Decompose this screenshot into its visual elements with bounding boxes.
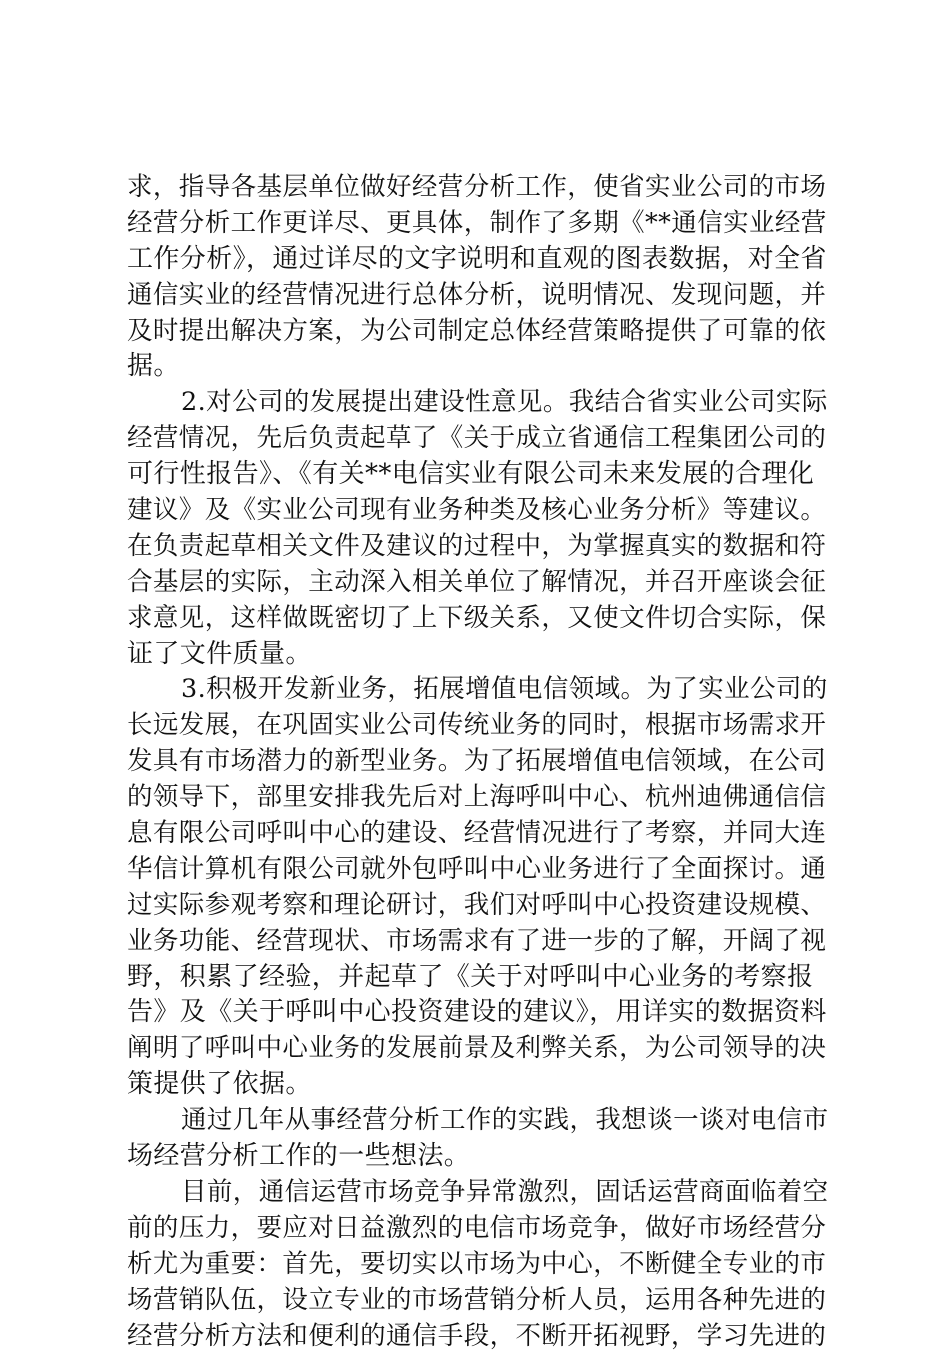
text-line: 场经营分析工作的一些想法。 <box>127 1139 832 1175</box>
text-line: 可行性报告》、《有关**电信实业有限公司未来发展的合理化 <box>127 457 832 493</box>
text-line: 在负责起草相关文件及建议的过程中，为掌握真实的数据和符 <box>127 529 832 565</box>
text-line: 发具有市场潜力的新型业务。为了拓展增值电信领域，在公司 <box>127 744 832 780</box>
text-line: 业务功能、经营现状、市场需求有了进一步的了解，开阔了视 <box>127 924 832 960</box>
text-line: 证了文件质量。 <box>127 637 832 673</box>
text-line: 经营分析工作更详尽、更具体，制作了多期《**通信实业经营 <box>127 206 832 242</box>
text-line: 经营情况，先后负责起草了《关于成立省通信工程集团公司的 <box>127 421 832 457</box>
text-line: 3.积极开发新业务，拓展增值电信领域。为了实业公司的 <box>127 672 832 708</box>
text-line: 华信计算机有限公司就外包呼叫中心业务进行了全面探讨。通 <box>127 852 832 888</box>
body-text <box>127 170 832 1354</box>
text-line: 合基层的实际，主动深入相关单位了解情况，并召开座谈会征 <box>127 565 832 601</box>
text-line: 2.对公司的发展提出建设性意见。我结合省实业公司实际 <box>127 385 832 421</box>
text-line: 野，积累了经验，并起草了《关于对呼叫中心业务的考察报 <box>127 960 832 996</box>
text-line: 工作分析》，通过详尽的文字说明和直观的图表数据，对全省 <box>127 242 832 278</box>
text-line: 策提供了依据。 <box>127 1067 832 1103</box>
text-line: 前的压力，要应对日益激烈的电信市场竞争，做好市场经营分 <box>127 1211 832 1247</box>
text-line: 息有限公司呼叫中心的建设、经营情况进行了考察，并同大连 <box>127 816 832 852</box>
text-line: 告》及《关于呼叫中心投资建设的建议》，用详实的数据资料 <box>127 995 832 1031</box>
text-line: 建议》及《实业公司现有业务种类及核心业务分析》等建议。 <box>127 493 832 529</box>
text-line: 析尤为重要：首先，要切实以市场为中心，不断健全专业的市 <box>127 1247 832 1283</box>
text-line: 通过几年从事经营分析工作的实践，我想谈一谈对电信市 <box>127 1103 832 1139</box>
text-line: 阐明了呼叫中心业务的发展前景及利弊关系，为公司领导的决 <box>127 1031 832 1067</box>
text-line: 经营分析方法和便利的通信手段，不断开拓视野，学习先进的 <box>127 1319 832 1354</box>
text-line: 过实际参观考察和理论研讨，我们对呼叫中心投资建设规模、 <box>127 888 832 924</box>
text-line: 场营销队伍，设立专业的市场营销分析人员，运用各种先进的 <box>127 1283 832 1319</box>
text-line: 求，指导各基层单位做好经营分析工作，使省实业公司的市场 <box>127 170 832 206</box>
text-line: 目前，通信运营市场竞争异常激烈，固话运营商面临着空 <box>127 1175 832 1211</box>
text-line: 及时提出解决方案，为公司制定总体经营策略提供了可靠的依 <box>127 314 832 350</box>
text-line: 的领导下，部里安排我先后对上海呼叫中心、杭州迪佛通信信 <box>127 780 832 816</box>
text-line: 通信实业的经营情况进行总体分析，说明情况、发现问题，并 <box>127 278 832 314</box>
text-line: 据。 <box>127 349 832 385</box>
text-line: 长远发展，在巩固实业公司传统业务的同时，根据市场需求开 <box>127 708 832 744</box>
text-line: 求意见，这样做既密切了上下级关系，又使文件切合实际，保 <box>127 601 832 637</box>
